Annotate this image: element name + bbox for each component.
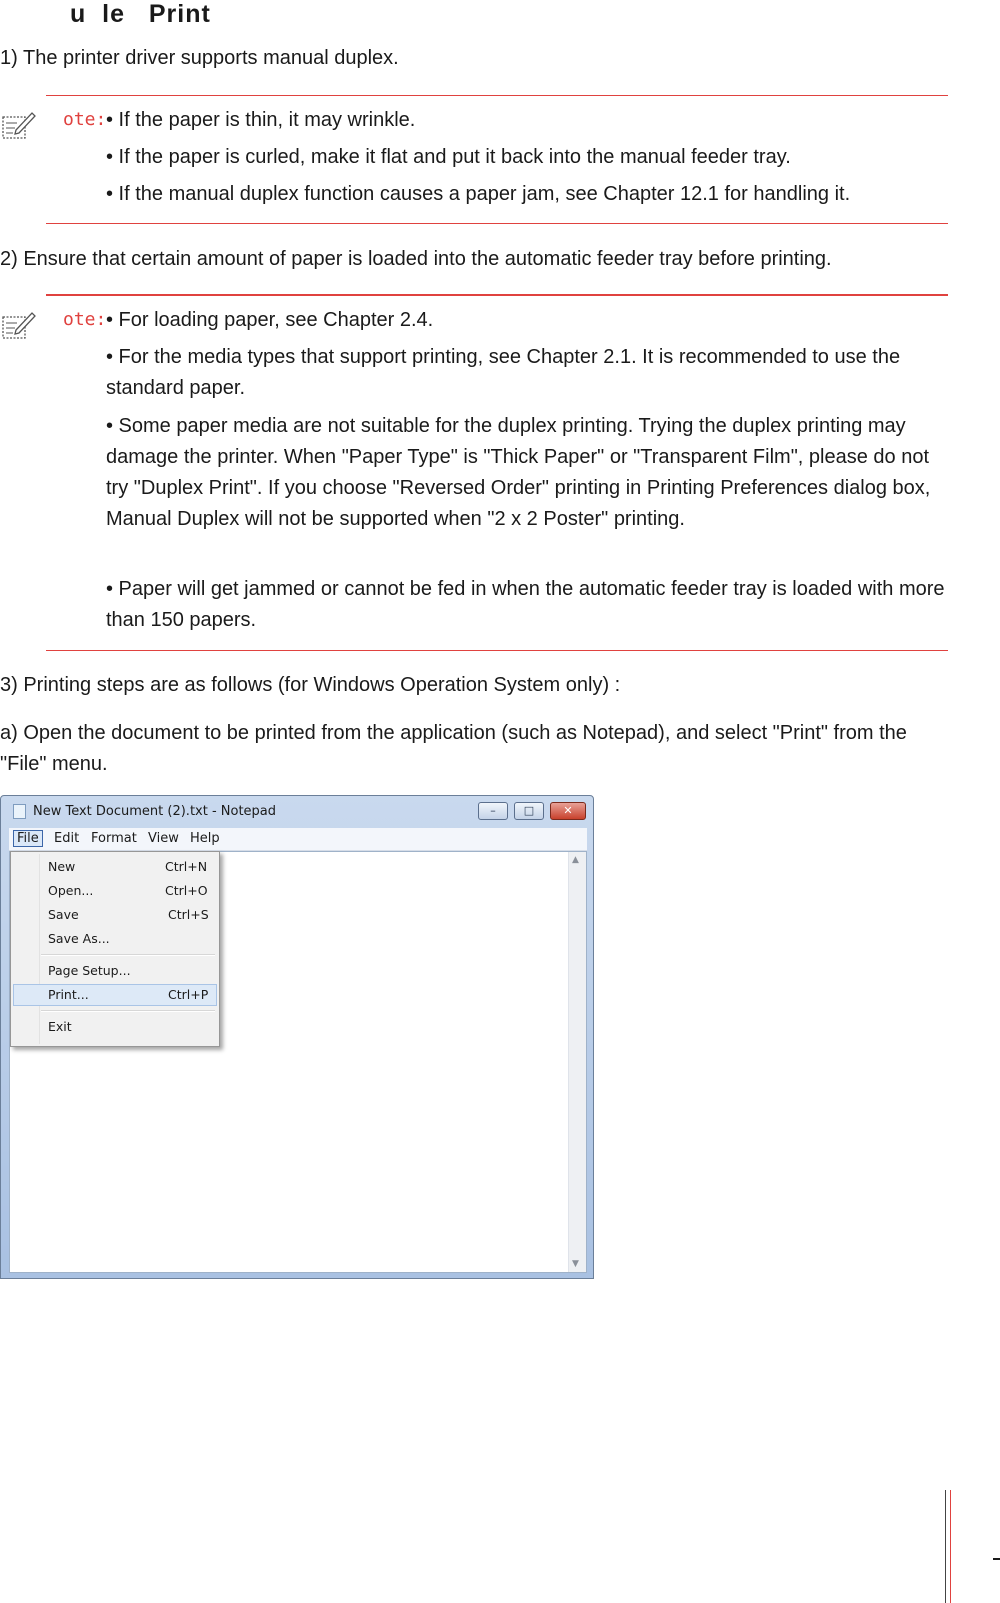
menu-item-shortcut: Ctrl+P	[168, 987, 209, 1002]
menu-help[interactable]: Help	[190, 831, 220, 846]
footer-rule	[945, 1490, 946, 1603]
section-heading: u le Print	[70, 0, 211, 28]
menu-item-shortcut: Ctrl+O	[165, 883, 208, 898]
menu-item-label: Open...	[48, 883, 94, 898]
note-pencil-icon	[2, 310, 36, 340]
note-1-label: ote:	[63, 109, 107, 130]
footer-rule-accent	[950, 1490, 951, 1603]
menu-item-open[interactable]	[13, 880, 217, 902]
minimize-button[interactable]: –	[478, 802, 508, 820]
menu-edit[interactable]: Edit	[54, 831, 80, 846]
menu-item-save-as[interactable]	[13, 928, 217, 950]
note-2-bottom-rule	[46, 650, 948, 651]
note-2-item: • For loading paper, see Chapter 2.4.	[106, 309, 434, 331]
menu-file[interactable]: File	[13, 830, 43, 847]
menu-item-new[interactable]	[13, 856, 217, 878]
menu-item-label: New	[48, 859, 76, 874]
vertical-scrollbar[interactable]	[568, 852, 586, 1272]
note-2-label: ote:	[63, 309, 107, 330]
note-pencil-icon	[2, 110, 36, 140]
menu-item-label: Print...	[48, 987, 89, 1002]
menu-separator	[41, 1010, 215, 1012]
menu-item-label: Save	[48, 907, 79, 922]
menu-item-label: Page Setup...	[48, 963, 131, 978]
menu-item-shortcut: Ctrl+N	[165, 859, 208, 874]
note-1-item: • If the paper is curled, make it flat and put it back into the manual feeder tray.	[106, 146, 791, 168]
note-1-top-rule	[46, 95, 948, 96]
menu-separator	[41, 954, 215, 956]
note-2-item: • Some paper media are not suitable for the duplex printing. Trying the duplex printing may damage the printer. When "Paper Type" is "Thick Paper" or "Transparent Film", please do not try "Duplex Print". If you choose "Reversed Order" printing in Printing Preferences dialog box, Manual Duplex will not be supported when "2 x 2 Poster" printing.	[106, 415, 931, 530]
page-number-mark	[993, 1558, 1000, 1560]
note-2-item: • Paper will get jammed or cannot be fed in when the automatic feeder tray is loaded with more than 150 papers.	[106, 578, 945, 631]
file-menu-dropdown	[10, 851, 220, 1047]
menu-item-shortcut: Ctrl+S	[168, 907, 209, 922]
menu-item-label: Save As...	[48, 931, 110, 946]
maximize-button[interactable]: □	[514, 802, 544, 820]
note-1-bottom-rule	[46, 223, 948, 224]
note-1-item: • If the paper is thin, it may wrinkle.	[106, 109, 416, 131]
note-2-item: • For the media types that support printing, see Chapter 2.1. It is recommended to use the standard paper.	[106, 346, 901, 399]
note-1-item: • If the manual duplex function causes a paper jam, see Chapter 12.1 for handling it.	[106, 183, 851, 205]
menu-bar	[9, 828, 587, 851]
menu-item-page-setup[interactable]	[13, 960, 217, 982]
menu-item-exit[interactable]	[13, 1016, 217, 1038]
close-button[interactable]: ✕	[550, 802, 586, 820]
window-title: New Text Document (2).txt - Notepad	[33, 804, 277, 819]
menu-item-label: Exit	[48, 1019, 72, 1034]
menu-item-print[interactable]	[13, 984, 217, 1006]
menu-item-save[interactable]	[13, 904, 217, 926]
note-2-top-rule	[46, 294, 948, 296]
step-1: 1) The printer driver supports manual duplex.	[0, 47, 399, 69]
menu-format[interactable]: Format	[91, 831, 137, 846]
title-bar	[1, 796, 593, 826]
step-2: 2) Ensure that certain amount of paper is loaded into the automatic feeder tray before printing.	[0, 248, 832, 270]
scroll-down-icon[interactable]: ▼	[572, 1259, 579, 1269]
step-3: 3) Printing steps are as follows (for Windows Operation System only) :	[0, 674, 621, 696]
step-3a: a) Open the document to be printed from the application (such as Notepad), and select "Print" from the "File" menu.	[0, 722, 907, 775]
notepad-window-screenshot	[0, 795, 594, 1279]
scroll-up-icon[interactable]: ▲	[572, 855, 579, 865]
document-icon	[13, 804, 26, 819]
menu-view[interactable]: View	[148, 831, 179, 846]
